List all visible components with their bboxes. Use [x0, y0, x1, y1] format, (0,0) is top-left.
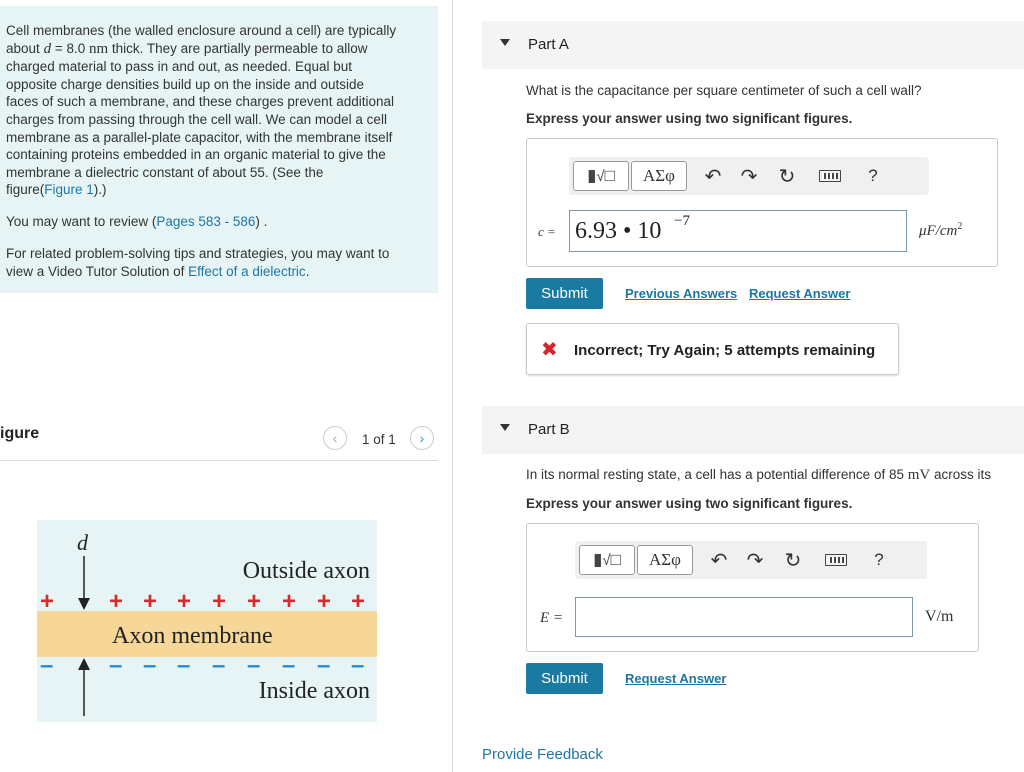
- reset-icon: ↻: [784, 549, 802, 572]
- collapse-triangle-icon: [500, 424, 510, 431]
- part-a-request-answer-link[interactable]: Request Answer: [749, 286, 851, 301]
- collapse-triangle-icon: [500, 39, 510, 46]
- minus-charge: –: [177, 652, 191, 679]
- figure-1-link[interactable]: Figure 1: [44, 182, 94, 198]
- part-b-submit-button[interactable]: Submit: [526, 663, 603, 694]
- part-a-toolbar: [569, 157, 929, 195]
- video-tutor-link[interactable]: Effect of a dielectric: [188, 263, 306, 279]
- redo-button[interactable]: [735, 161, 763, 191]
- keyboard-icon: [825, 554, 847, 566]
- plus-charge: +: [109, 588, 124, 615]
- part-a-header[interactable]: [482, 21, 1024, 69]
- part-a-question: What is the capacitance per square centimeter of such a cell wall?: [526, 83, 922, 98]
- axon-membrane-label: Axon membrane: [112, 623, 273, 649]
- template-button[interactable]: [579, 545, 635, 575]
- answer-mantissa: 6.93 • 10: [575, 218, 662, 244]
- axon-membrane-figure: [37, 520, 377, 722]
- figure-title: igure: [0, 425, 40, 442]
- minus-charge: –: [351, 652, 365, 679]
- plus-charge: +: [40, 588, 55, 615]
- redo-button[interactable]: [741, 545, 769, 575]
- variable-d: d: [43, 40, 52, 57]
- greek-label: ΑΣφ: [649, 550, 681, 569]
- figure-prev-button[interactable]: [323, 426, 347, 450]
- greek-symbols-button[interactable]: [631, 161, 687, 191]
- reset-button[interactable]: [779, 545, 807, 575]
- part-b-answer-input[interactable]: [575, 597, 913, 637]
- plus-charge: +: [247, 588, 262, 615]
- part-b-instruction: Express your answer using two significant figures.: [526, 496, 853, 511]
- plus-charge: +: [282, 588, 297, 615]
- undo-icon: ↶: [710, 549, 728, 572]
- part-a-answer-input[interactable]: [569, 210, 907, 252]
- review-pages-link[interactable]: Pages 583 - 586: [156, 214, 256, 229]
- keyboard-button[interactable]: [821, 545, 851, 575]
- problem-text: Cell membranes (the walled enclosure around a cell) are typically about d = 8.0 nm thick. They are partially permeable to allow charged material to pass in and out, as needed. Equal but opposite charge densities build up on the inside and outside faces of such a membrane, and these charges prevent additional charges from passing through the cell wall. We can model a cell membrane as a parallel-plate capacitor, with the membrane itself containing proteins embedded in an organic material to give the membrane a dielectric constant of about 55. (See the figure(Figure 1).): [6, 23, 397, 198]
- inside-axon-label: Inside axon: [258, 678, 370, 704]
- figure-next-button[interactable]: [410, 426, 434, 450]
- fraction-sqrt-template-icon: ▮√□: [587, 166, 615, 185]
- part-a-unit: $\mu F/cm^2$: [919, 221, 963, 239]
- part-b-answer-box: [526, 523, 979, 652]
- minus-charge: –: [40, 652, 54, 679]
- figure-divider: [0, 460, 438, 461]
- part-b-label: Part B: [528, 421, 570, 438]
- plus-charge: +: [177, 588, 192, 615]
- minus-charge: –: [212, 652, 226, 679]
- undo-button[interactable]: [699, 161, 727, 191]
- part-a-label: Part A: [528, 36, 569, 53]
- minus-charge: –: [247, 652, 261, 679]
- x-mark-icon: ✖: [541, 339, 558, 361]
- greek-label: ΑΣφ: [643, 166, 675, 185]
- part-b-question: In its normal resting state, a cell has a potential difference of 85 mV across its: [526, 467, 991, 483]
- reset-icon: ↻: [778, 165, 796, 188]
- chevron-right-icon: ›: [419, 430, 425, 446]
- plus-charge: +: [317, 588, 332, 615]
- minus-charge: –: [317, 652, 331, 679]
- undo-button[interactable]: [705, 545, 733, 575]
- help-button[interactable]: ?: [868, 166, 878, 185]
- part-a-answer-box: [526, 138, 998, 267]
- plus-charge: +: [351, 588, 366, 615]
- minus-charge: –: [282, 652, 296, 679]
- template-button[interactable]: [573, 161, 629, 191]
- unit-nm: nm: [88, 40, 109, 57]
- greek-symbols-button[interactable]: [637, 545, 693, 575]
- keyboard-icon: [819, 170, 841, 182]
- redo-icon: ↷: [740, 165, 758, 188]
- figure-label-d: d: [77, 530, 88, 555]
- part-b-toolbar: [575, 541, 927, 579]
- chevron-left-icon: ‹: [332, 430, 338, 446]
- problem-statement: [0, 6, 438, 293]
- column-divider: [452, 0, 453, 772]
- review-text: You may want to review (Pages 583 - 586) .: [6, 214, 268, 229]
- plus-charge: +: [212, 588, 227, 615]
- part-b-request-answer-link[interactable]: Request Answer: [625, 671, 727, 686]
- part-b-header[interactable]: [482, 406, 1024, 454]
- reset-button[interactable]: [773, 161, 801, 191]
- answer-exponent: −7: [674, 213, 690, 229]
- figure-count: 1 of 1: [362, 432, 396, 447]
- part-a-variable-label: c =: [538, 224, 556, 239]
- undo-icon: ↶: [704, 165, 722, 188]
- part-b-variable-label: E =: [540, 610, 564, 626]
- outside-axon-label: Outside axon: [242, 558, 370, 584]
- help-button[interactable]: ?: [874, 550, 884, 569]
- part-a-submit-button[interactable]: Submit: [526, 278, 603, 309]
- part-a-instruction: Express your answer using two significant figures.: [526, 111, 853, 126]
- part-a-feedback: [526, 323, 899, 375]
- plus-charge: +: [143, 588, 158, 615]
- tips-text: For related problem-solving tips and strategies, you may want to view a Video Tutor Solution of Effect of a dielectric.: [6, 246, 390, 279]
- fraction-sqrt-template-icon: ▮√□: [593, 550, 621, 569]
- minus-charge: –: [109, 652, 123, 679]
- redo-icon: ↷: [746, 549, 764, 572]
- feedback-message: Incorrect; Try Again; 5 attempts remaining: [574, 342, 876, 359]
- part-b-unit: V/m: [925, 608, 954, 625]
- provide-feedback-link[interactable]: Provide Feedback: [482, 746, 603, 763]
- minus-charge: –: [143, 652, 157, 679]
- keyboard-button[interactable]: [815, 161, 845, 191]
- previous-answers-link[interactable]: Previous Answers: [625, 286, 738, 301]
